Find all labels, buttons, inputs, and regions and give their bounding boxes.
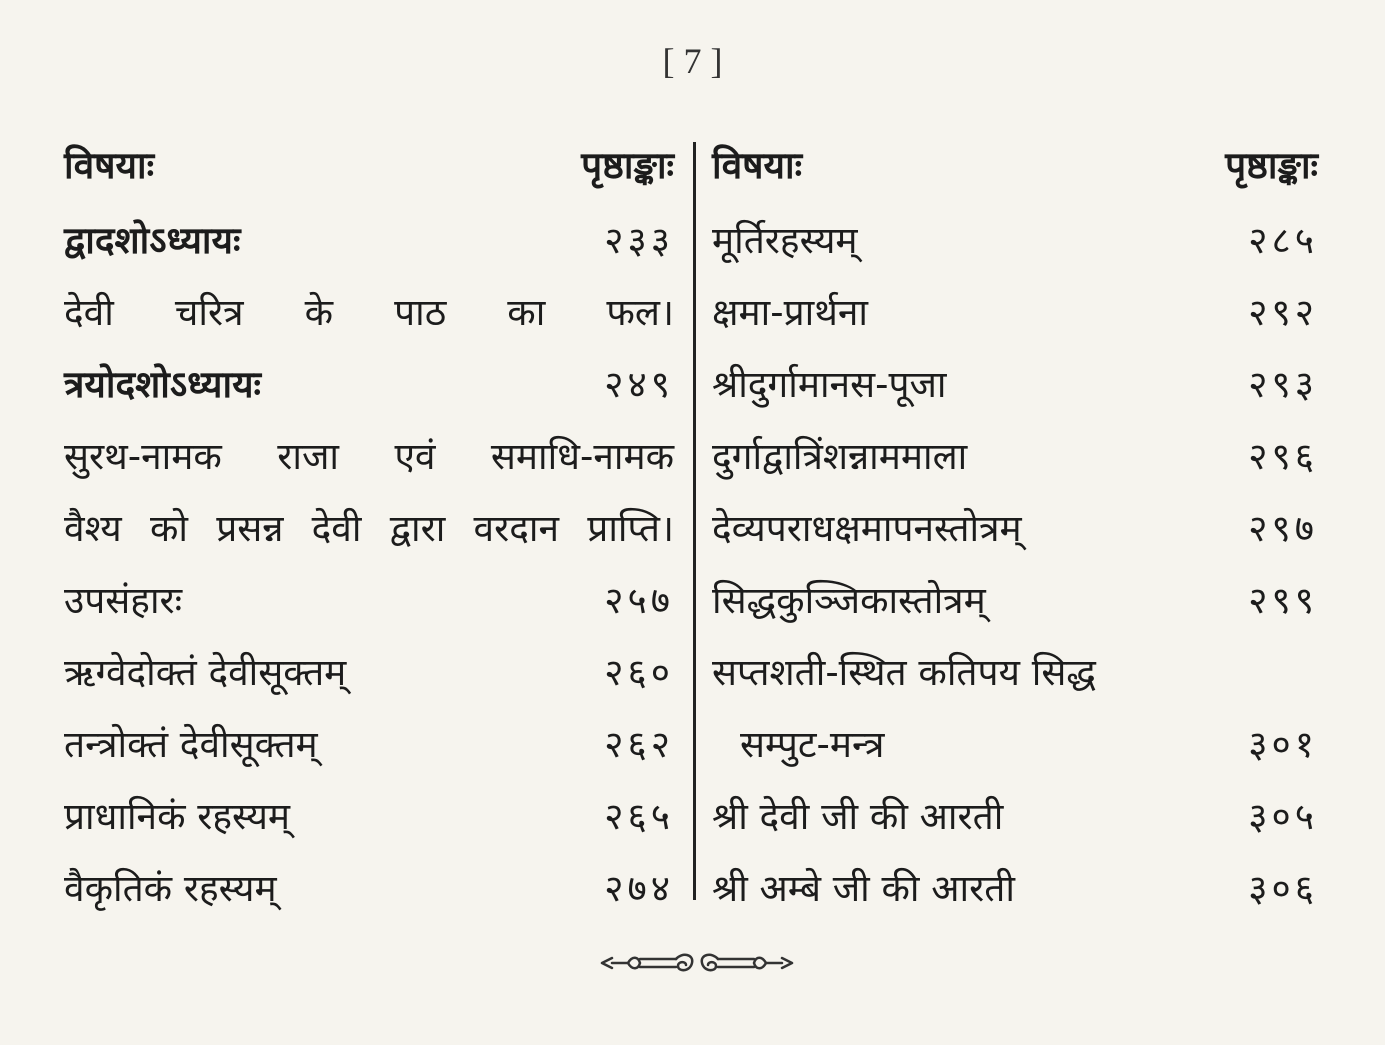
toc-entry-description <box>64 431 674 503</box>
entry-title: प्राधानिकं रहस्यम् <box>64 795 291 838</box>
toc-entry-description <box>64 503 674 575</box>
entry-page: २३३ <box>604 219 674 262</box>
entry-title: उपसंहारः <box>64 579 183 622</box>
entry-page: २६२ <box>604 723 674 766</box>
entry-page: २८५ <box>1248 219 1318 262</box>
toc-right-column <box>712 140 1318 935</box>
column-divider <box>693 142 696 900</box>
entry-page: २४९ <box>604 363 674 406</box>
entry-page: २७४ <box>604 867 674 910</box>
entry-title: वैश्य को प्रसन्न देवी द्वारा वरदान प्राप्ति। <box>64 507 674 550</box>
entry-page: २६० <box>604 651 674 694</box>
entry-title: त्रयोदशोऽध्यायः <box>64 363 262 406</box>
entry-title: सिद्धकुञ्जिकास्तोत्रम् <box>712 579 986 622</box>
toc-entry <box>712 359 1318 431</box>
toc-entry <box>64 791 674 863</box>
entry-title: मूर्तिरहस्यम् <box>712 219 858 262</box>
toc-entry <box>64 359 674 431</box>
entry-page: २९२ <box>1248 291 1318 334</box>
page-number: [ 7 ] <box>662 41 723 81</box>
entry-title: वैकृतिकं रहस्यम् <box>64 867 277 910</box>
right-page-header: पृष्ठाङ्काः <box>1225 144 1318 187</box>
entry-title: क्षमा-प्रार्थना <box>712 291 868 334</box>
entry-title: श्री अम्बे जी की आरती <box>712 867 1015 910</box>
toc-entry <box>712 575 1318 647</box>
toc-entry <box>64 647 674 719</box>
entry-title: द्वादशोऽध्यायः <box>64 219 241 262</box>
left-header-row <box>64 140 674 215</box>
toc-entry <box>712 287 1318 359</box>
toc-left-column <box>64 140 674 935</box>
entry-page: ३०१ <box>1248 723 1318 766</box>
entry-title: देवी चरित्र के पाठ का फल। <box>64 291 674 334</box>
toc-entry <box>712 431 1318 503</box>
entry-title: ऋग्वेदोक्तं देवीसूक्तम् <box>64 651 347 694</box>
entry-page: २९३ <box>1248 363 1318 406</box>
toc-entry <box>712 503 1318 575</box>
entry-title: दुर्गाद्वात्रिंशन्नाममाला <box>712 435 968 478</box>
entry-page: ३०६ <box>1248 867 1318 910</box>
toc-entry <box>64 719 674 791</box>
right-header-row <box>712 140 1318 215</box>
entry-page: ३०५ <box>1248 795 1318 838</box>
entry-page: २६५ <box>604 795 674 838</box>
entry-page: २९९ <box>1248 579 1318 622</box>
entry-title: सप्तशती-स्थित कतिपय सिद्ध <box>712 651 1096 694</box>
toc-entry <box>712 863 1318 935</box>
entry-title: सुरथ-नामक राजा एवं समाधि-नामक <box>64 435 674 478</box>
entry-title: देव्यपराधक्षमापनस्तोत्रम् <box>712 507 1022 550</box>
left-page-header: पृष्ठाङ्काः <box>581 144 674 187</box>
toc-entry <box>712 215 1318 287</box>
toc-entry <box>712 647 1318 719</box>
ornament-divider-icon <box>598 944 796 982</box>
entry-title: श्री देवी जी की आरती <box>712 795 1004 838</box>
right-subject-header: विषयाः <box>712 144 803 187</box>
toc-entry-description <box>64 287 674 359</box>
entry-page: २५७ <box>604 579 674 622</box>
entry-title: श्रीदुर्गामानस-पूजा <box>712 363 947 406</box>
left-subject-header: विषयाः <box>64 144 155 187</box>
entry-page: २९६ <box>1248 435 1318 478</box>
toc-entry <box>64 863 674 935</box>
entry-title: तन्त्रोक्तं देवीसूक्तम् <box>64 723 318 766</box>
entry-title: सम्पुट-मन्त्र <box>740 723 885 766</box>
toc-entry <box>712 719 1318 791</box>
toc-entry <box>712 791 1318 863</box>
entry-page: २९७ <box>1248 507 1318 550</box>
toc-entry <box>64 215 674 287</box>
toc-entry <box>64 575 674 647</box>
